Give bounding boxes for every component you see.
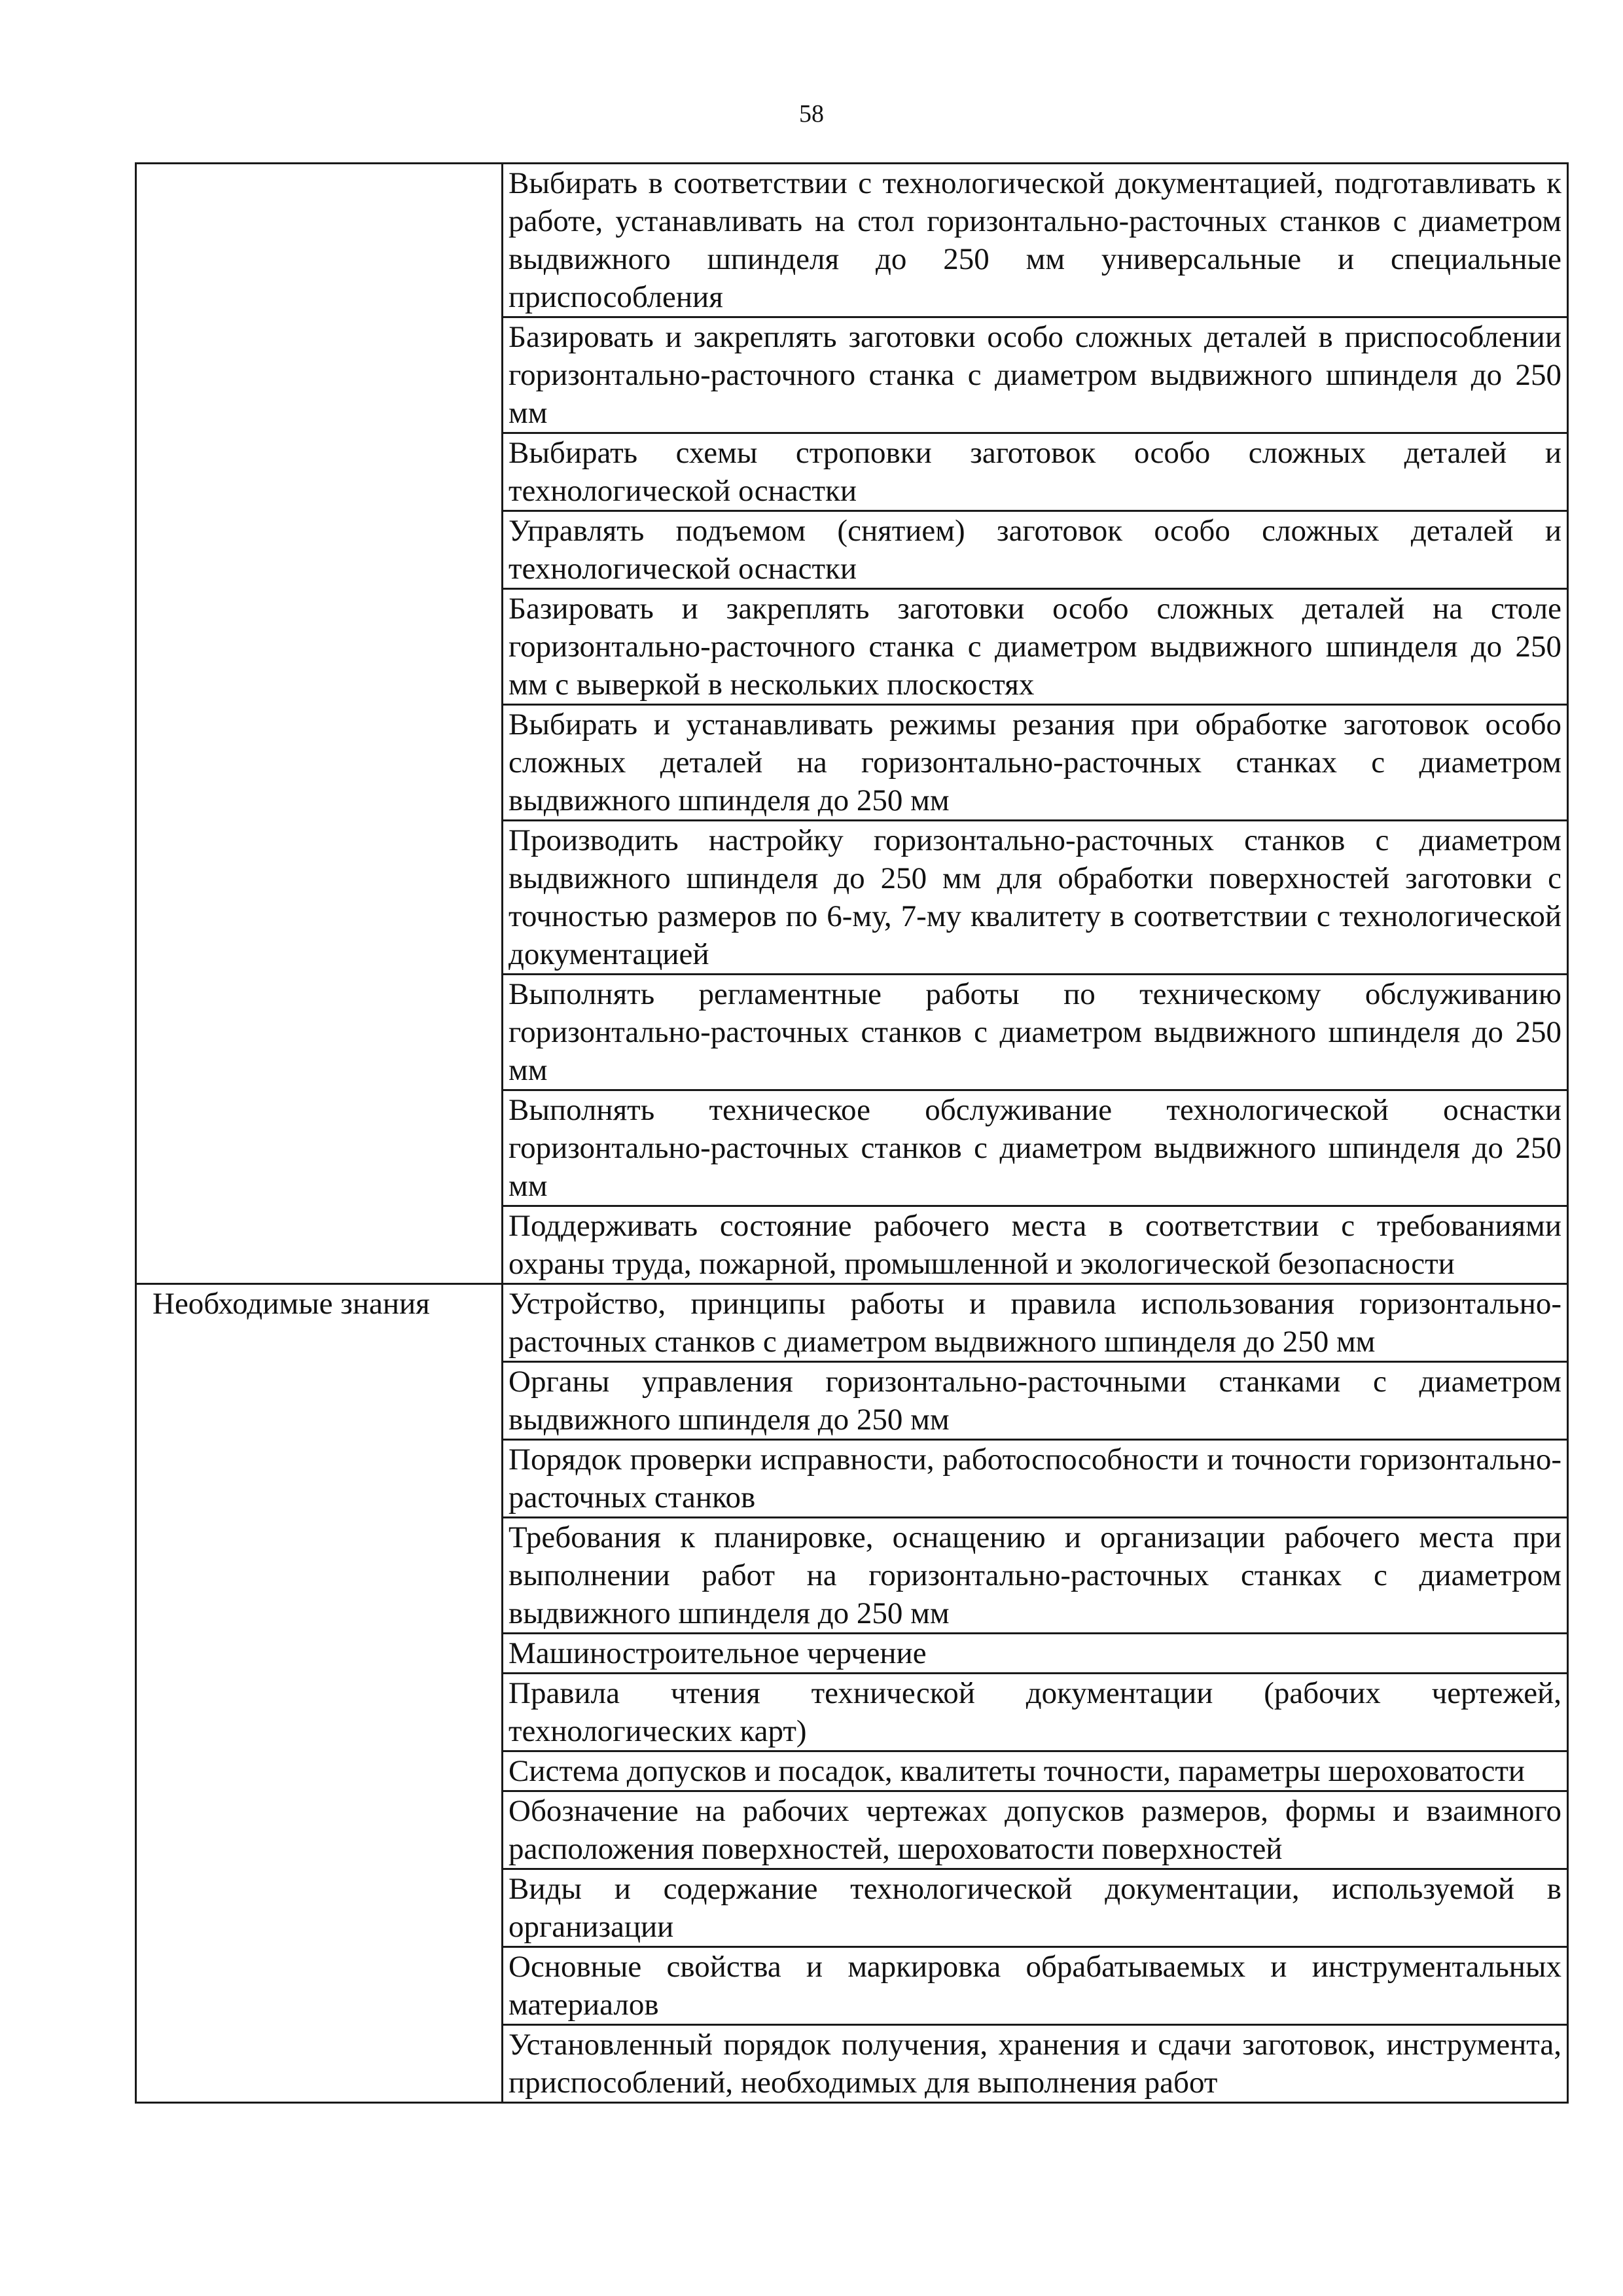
cell-text: Органы управления горизонтально-расточными станками с диаметром выдвижного шпинделя до 250 мм — [508, 1365, 1561, 1437]
cell-text: Устройство, принципы работы и правила использования горизонтально-расточных станков с диаметром выдвижного шпинделя до 250 мм — [508, 1287, 1561, 1359]
table-cell — [503, 1518, 1568, 1634]
table-cell — [503, 1090, 1568, 1206]
cell-text: Выбирать схемы строповки заготовок особо сложных деталей и технологической оснастки — [508, 436, 1561, 508]
cell-text: Виды и содержание технологической документации, используемой в организации — [508, 1872, 1561, 1944]
cell-text: Система допусков и посадок, квалитеты точности, параметры шероховатости — [508, 1754, 1525, 1788]
table-row — [136, 1284, 1568, 1362]
table-cell — [503, 1674, 1568, 1751]
requirements-table-body — [136, 164, 1568, 2103]
table-cell — [503, 1869, 1568, 1947]
table-cell — [503, 821, 1568, 975]
table-cell — [503, 1634, 1568, 1674]
requirements-table — [135, 162, 1569, 2104]
table-cell — [503, 1947, 1568, 2025]
table-cell — [503, 1284, 1568, 1362]
table-cell — [503, 589, 1568, 705]
cell-text: Выполнять техническое обслуживание технологической оснастки горизонтально-расточных станков с диаметром выдвижного шпинделя до 250 мм — [508, 1093, 1561, 1203]
section-label-required-knowledge: Необходимые знания — [136, 1284, 503, 2103]
table-cell — [503, 1362, 1568, 1440]
table-cell — [503, 164, 1568, 317]
cell-text: Выполнять регламентные работы по техническому обслуживанию горизонтально-расточных станков с диаметром выдвижного шпинделя до 250 мм — [508, 977, 1561, 1087]
table-cell — [503, 1206, 1568, 1284]
cell-text: Базировать и закреплять заготовки особо сложных деталей на столе горизонтально-расточного станка с диаметром выдвижного шпинделя до 250 мм с выверкой в нескольких плоскостях — [508, 592, 1561, 702]
cell-text: Требования к планировке, оснащению и организации рабочего места при выполнении работ на горизонтально-расточных станках с диаметром выдвижного шпинделя до 250 мм — [508, 1520, 1561, 1630]
cell-text: Обозначение на рабочих чертежах допусков размеров, формы и взаимного расположения поверхностей, шероховатости поверхностей — [508, 1794, 1561, 1866]
cell-text: Основные свойства и маркировка обрабатываемых и инструментальных материалов — [508, 1950, 1561, 2022]
cell-text: Установленный порядок получения, хранения и сдачи заготовок, инструмента, приспособлений, необходимых для выполнения работ — [508, 2028, 1561, 2100]
cell-text: Выбирать и устанавливать режимы резания при обработке заготовок особо сложных деталей на горизонтально-расточных станках с диаметром выдвижного шпинделя до 250 мм — [508, 708, 1561, 817]
cell-text: Управлять подъемом (снятием) заготовок особо сложных деталей и технологической оснастки — [508, 514, 1561, 586]
table-cell — [503, 317, 1568, 433]
cell-text: Базировать и закреплять заготовки особо сложных деталей в приспособлении горизонтально-расточного станка с диаметром выдвижного шпинделя до 250 мм — [508, 320, 1561, 430]
cell-text: Производить настройку горизонтально-расточных станков с диаметром выдвижного шпинделя до 250 мм для обработки поверхностей заготовки с точностью размеров по 6-му, 7-му квалитету в соответствии с технологической документацией — [508, 823, 1561, 971]
table-cell — [503, 433, 1568, 511]
table-cell — [503, 511, 1568, 589]
section-label-empty — [136, 164, 503, 1284]
page-number: 58 — [799, 100, 824, 128]
table-cell — [503, 975, 1568, 1090]
cell-text: Машиностроительное черчение — [508, 1636, 927, 1670]
cell-text: Выбирать в соответствии с технологической документацией, подготавливать к работе, устанавливать на стол горизонтально-расточных станков с диаметром выдвижного шпинделя до 250 мм универсальные и специальные приспособления — [508, 166, 1561, 314]
table-row — [136, 164, 1568, 317]
table-cell — [503, 1751, 1568, 1791]
cell-text: Поддерживать состояние рабочего места в соответствии с требованиями охраны труда, пожарной, промышленной и экологической безопасности — [508, 1209, 1561, 1281]
cell-text: Порядок проверки исправности, работоспособности и точности горизонтально-расточных станков — [508, 1443, 1561, 1515]
table-cell — [503, 1791, 1568, 1869]
table-cell — [503, 1440, 1568, 1518]
table-cell — [503, 705, 1568, 821]
cell-text: Правила чтения технической документации (рабочих чертежей, технологических карт) — [508, 1676, 1561, 1748]
table-cell — [503, 2025, 1568, 2103]
